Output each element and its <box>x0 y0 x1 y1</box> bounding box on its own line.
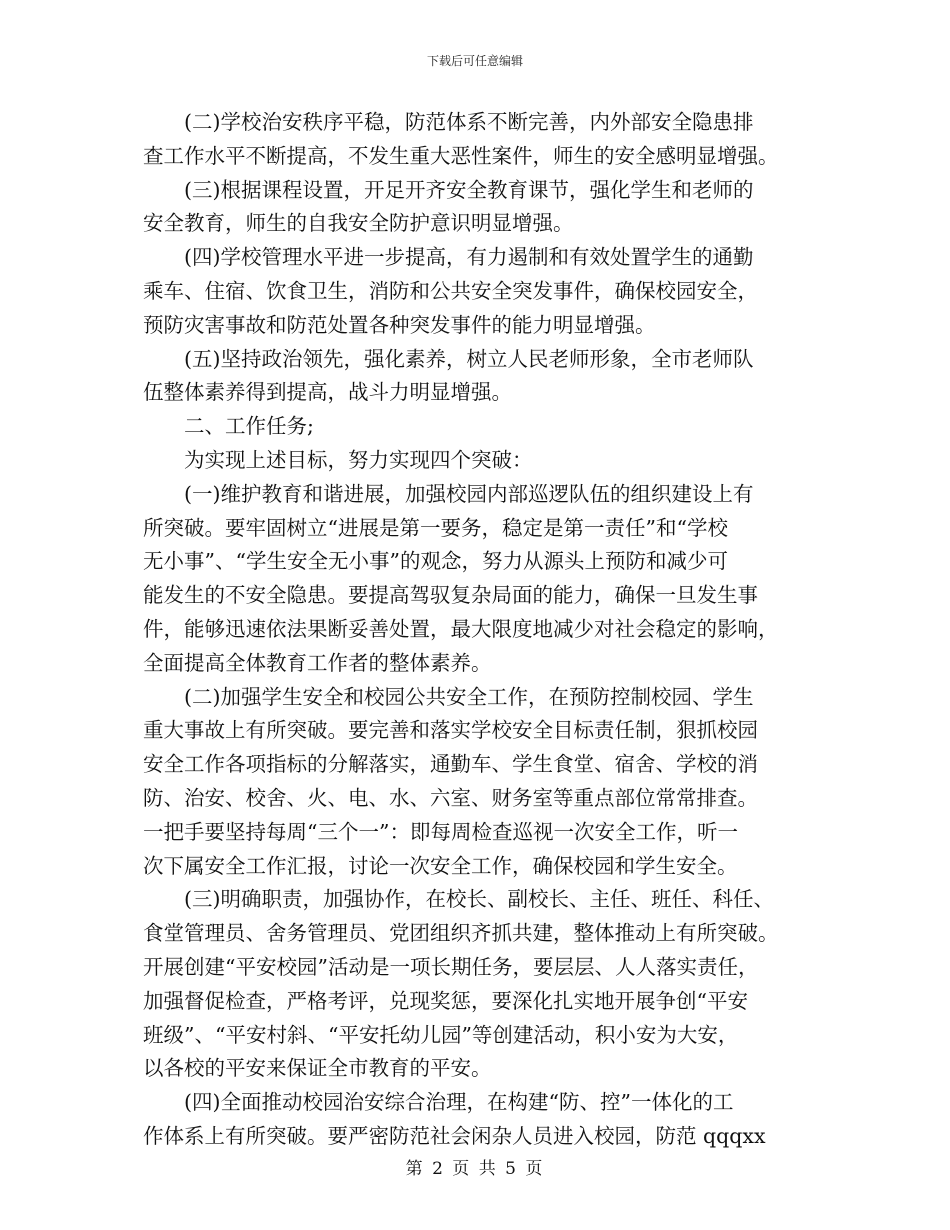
paragraph <box>143 681 811 884</box>
text-line: (一)维护教育和谐进展，加强校园内部巡逻队伍的组织建设上有 <box>184 481 754 506</box>
text-line: 全面提高全体教育工作者的整体素养。 <box>143 650 492 675</box>
paragraph <box>143 106 811 174</box>
page-header: 下载后可任意编辑 <box>426 54 523 68</box>
text-line: 作体系上有所突破。要严密防范社会闲杂人员进入校园，防范 qqqxx <box>143 1123 766 1148</box>
paragraph <box>143 444 811 478</box>
text-line: 查工作水平不断提高，不发生重大恶性案件，师生的安全感明显增强。 <box>143 143 779 168</box>
text-line: (二)学校治安秩序平稳，防范体系不断完善，内外部安全隐患排 <box>184 110 754 134</box>
text-line: (二)加强学生安全和校园公共安全工作，在预防控制校园、学生 <box>184 684 754 709</box>
paragraph <box>143 1086 811 1154</box>
text-line: 班级”、“平安村斜、“平安托幼儿园”等创建活动，积小安为大安， <box>143 1022 739 1047</box>
text-line: 为实现上述目标，努力实现四个突破： <box>184 447 533 472</box>
text-line: 能发生的不安全隐患。要提高驾驭复杂局面的能力，确保一旦发生事 <box>143 583 758 608</box>
paragraph <box>143 478 811 681</box>
text-line: 件，能够迅速依法果断妥善处置，最大限度地减少对社会稳定的影响， <box>143 616 779 641</box>
page-number: 第 2 页 共 5 页 <box>405 1159 545 1179</box>
text-line: 所突破。要牢固树立“进展是第一要务，稳定是第一责任”和“学校 <box>143 515 728 540</box>
paragraph <box>143 241 811 342</box>
text-line: (三)明确职责，加强协作，在校长、副校长、主任、班任、科任、 <box>184 887 774 912</box>
text-line: 乘车、住宿、饮食卫生，消防和公共安全突发事件，确保校园安全， <box>143 278 758 303</box>
text-line: 安全教育，师生的自我安全防护意识明显增强。 <box>143 211 574 236</box>
text-line: 以各校的平安来保证全市教育的平安。 <box>143 1056 492 1081</box>
text-line: 无小事”、“学生安全无小事”的观念，努力从源头上预防和减少可 <box>143 549 728 574</box>
text-line: 安全工作各项指标的分解落实，通勤车、学生食堂、宿舍、学校的消 <box>143 752 758 777</box>
text-line: 伍整体素养得到提高，战斗力明显增强。 <box>143 380 512 405</box>
paragraph <box>143 174 811 242</box>
paragraph <box>143 343 811 411</box>
text-line: 预防灾害事故和防范处置各种突发事件的能力明显增强。 <box>143 312 656 337</box>
text-line: (四)学校管理水平进一步提高，有力遏制和有效处置学生的通勤 <box>184 245 754 270</box>
text-line: (五)坚持政治领先，强化素养，树立人民老师形象，全市老师队 <box>184 346 754 371</box>
text-line: (四)全面推动校园治安综合治理，在构建“防、控”一体化的工 <box>184 1090 734 1115</box>
text-line: 次下属安全工作汇报，讨论一次安全工作，确保校园和学生安全。 <box>143 853 738 878</box>
text-line: 重大事故上有所突破。要完善和落实学校安全目标责任制，狠抓校园 <box>143 718 758 743</box>
text-line: 一把手要坚持每周“三个一”：即每周检查巡视一次安全工作，听一 <box>143 819 738 844</box>
text-line: 食堂管理员、舍务管理员、党团组织齐抓共建，整体推动上有所突破。 <box>143 921 779 946</box>
paragraph <box>143 883 811 1086</box>
text-line: 二、工作任务; <box>184 414 314 439</box>
section-heading <box>143 410 811 444</box>
text-line: (三)根据课程设置，开足开齐安全教育课节，强化学生和老师的 <box>184 177 754 202</box>
document-body <box>143 106 811 1154</box>
text-line: 开展创建“平安校园”活动是一项长期任务，要层层、人人落实责任， <box>143 954 759 979</box>
text-line: 加强督促检查，严格考评，兑现奖惩，要深化扎实地开展争创“平安 <box>143 988 748 1013</box>
text-line: 防、治安、校舍、火、电、水、六室、财务室等重点部位常常排查。 <box>143 785 758 810</box>
